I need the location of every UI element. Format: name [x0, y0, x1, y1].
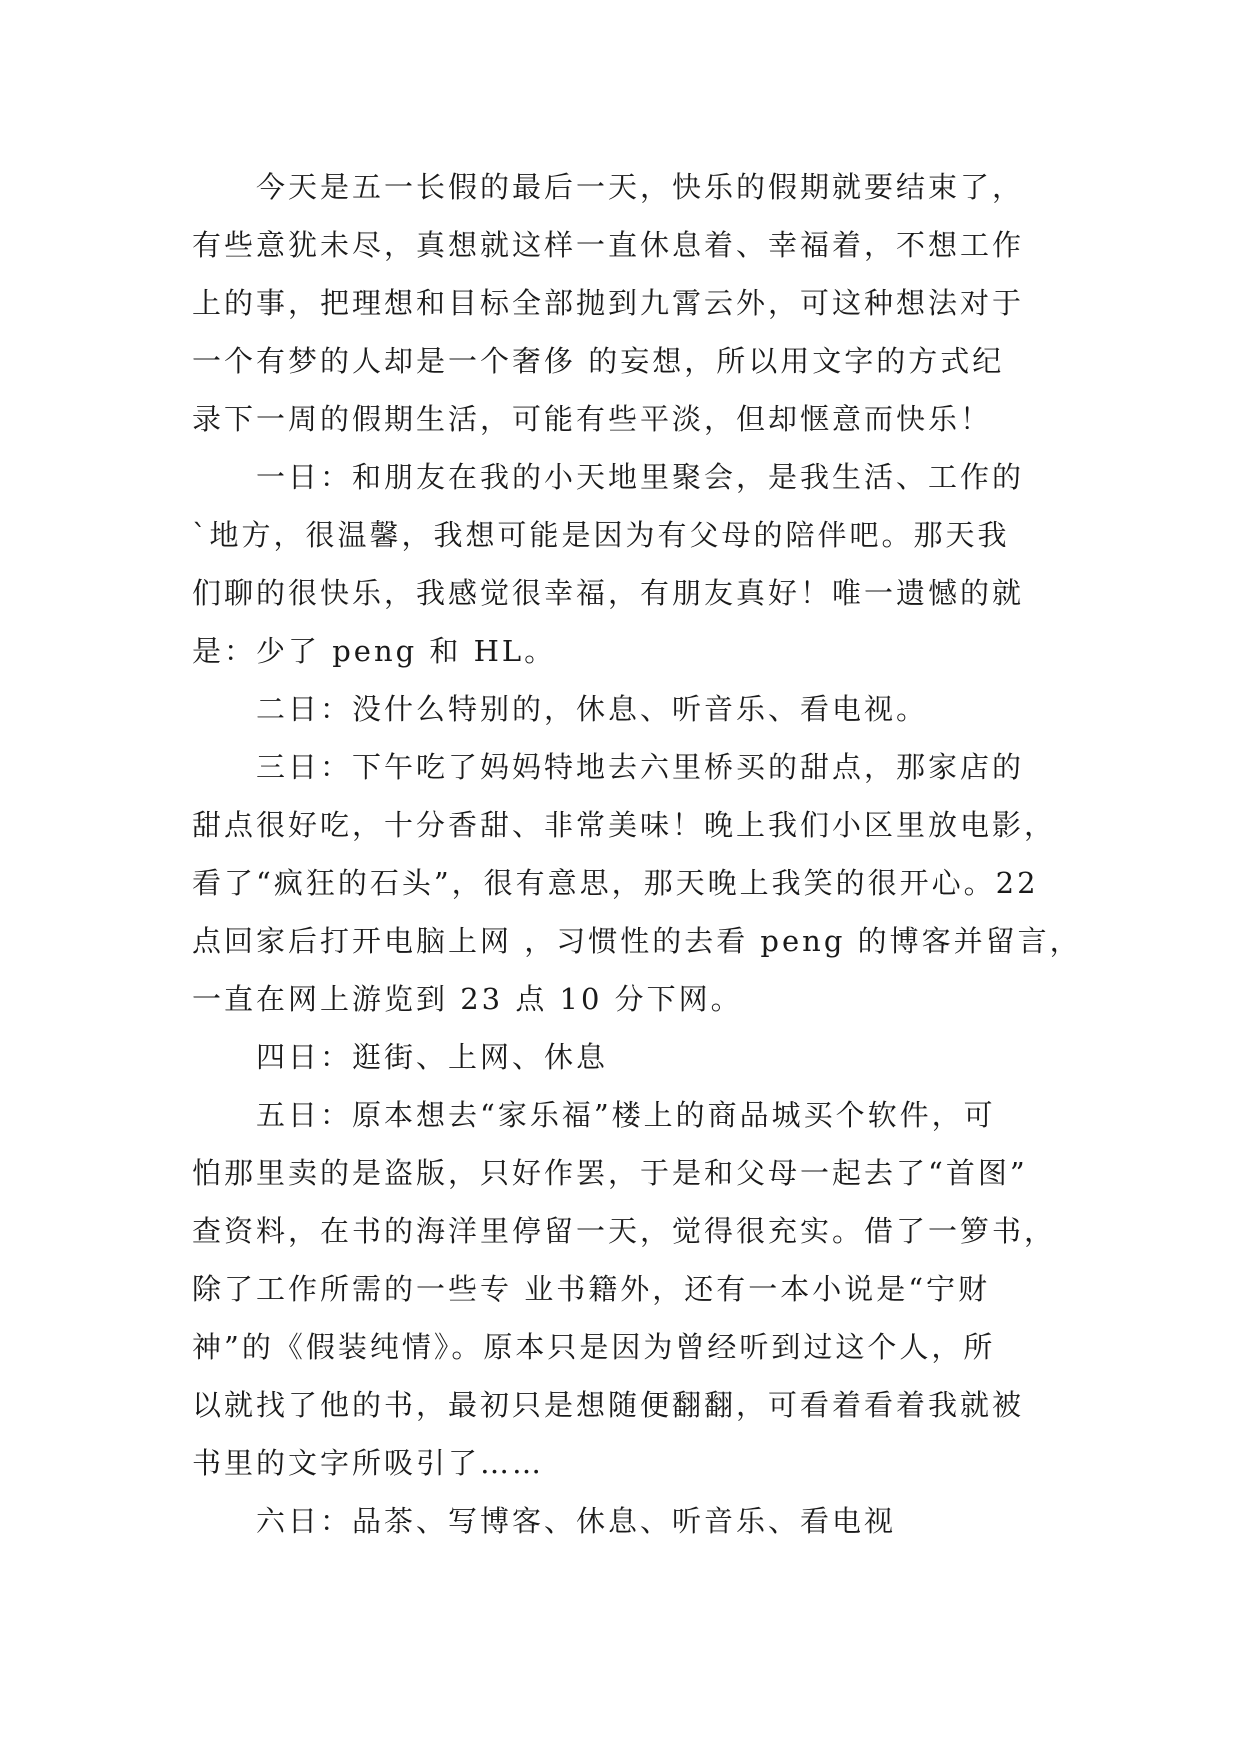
paragraph-day-3 — [192, 738, 1082, 1028]
text-line: 除了工作所需的一些专 业书籍外，还有一本小说是“宁财 — [192, 1272, 991, 1306]
text-line: 们聊的很快乐，我感觉很幸福，有朋友真好！唯一遗憾的就 — [192, 576, 1025, 610]
text-line: 上的事，把理想和目标全部抛到九霄云外，可这种想法对于 — [192, 286, 1025, 320]
paragraph-day-2 — [192, 680, 1052, 738]
text-line: 看了“疯狂的石头”，很有意思，那天晚上我笑的很开心。22 — [192, 866, 1039, 900]
text-line: 以就找了他的书，最初只是想随便翻翻，可看着看着我就被 — [192, 1388, 1025, 1422]
text-line: 一直在网上游览到 23 点 10 分下网。 — [192, 982, 743, 1016]
text-line: 二日：没什么特别的，休息、听音乐、看电视。 — [256, 692, 929, 726]
text-line: 五日：原本想去“家乐福”楼上的商品城买个软件，可 — [256, 1098, 996, 1132]
text-line: 怕那里卖的是盗版，只好作罢，于是和父母一起去了“首图” — [192, 1156, 1028, 1190]
text-line: 今天是五一长假的最后一天，快乐的假期就要结束了， — [256, 170, 1025, 204]
text-line: 有些意犹未尽，真想就这样一直休息着、幸福着，不想工作 — [192, 228, 1025, 262]
text-line: 一个有梦的人却是一个奢侈 的妄想，所以用文字的方式纪 — [192, 344, 1005, 378]
text-line: 三日：下午吃了妈妈特地去六里桥买的甜点，那家店的 — [256, 750, 1025, 784]
text-line: 是：少了 peng 和 HL。 — [192, 634, 557, 668]
text-line: 查资料，在书的海洋里停留一天，觉得很充实。借了一箩书， — [192, 1214, 1057, 1248]
paragraph-day-6 — [192, 1492, 1052, 1550]
text-line: 书里的文字所吸引了…… — [192, 1446, 545, 1480]
text-line: 录下一周的假期生活，可能有些平淡，但却惬意而快乐！ — [192, 402, 993, 436]
paragraph-intro — [192, 158, 1052, 448]
text-line: 甜点很好吃，十分香甜、非常美味！晚上我们小区里放电影， — [192, 808, 1057, 842]
text-line: 六日：品茶、写博客、休息、听音乐、看电视 — [256, 1504, 897, 1538]
text-line: `地方，很温馨，我想可能是因为有父母的陪伴吧。那天我 — [192, 518, 1010, 552]
paragraph-day-1 — [192, 448, 1052, 680]
paragraph-day-4 — [192, 1028, 1052, 1086]
text-line: 点回家后打开电脑上网 ，习惯性的去看 peng 的博客并留言， — [192, 924, 1082, 958]
text-line: 一日：和朋友在我的小天地里聚会，是我生活、工作的 — [256, 460, 1025, 494]
text-line: 神”的《假装纯情》。原本只是因为曾经听到过这个人，所 — [192, 1330, 996, 1364]
paragraph-day-5 — [192, 1086, 1057, 1492]
text-line: 四日：逛街、上网、休息 — [256, 1040, 609, 1074]
document-body — [192, 158, 1082, 1550]
